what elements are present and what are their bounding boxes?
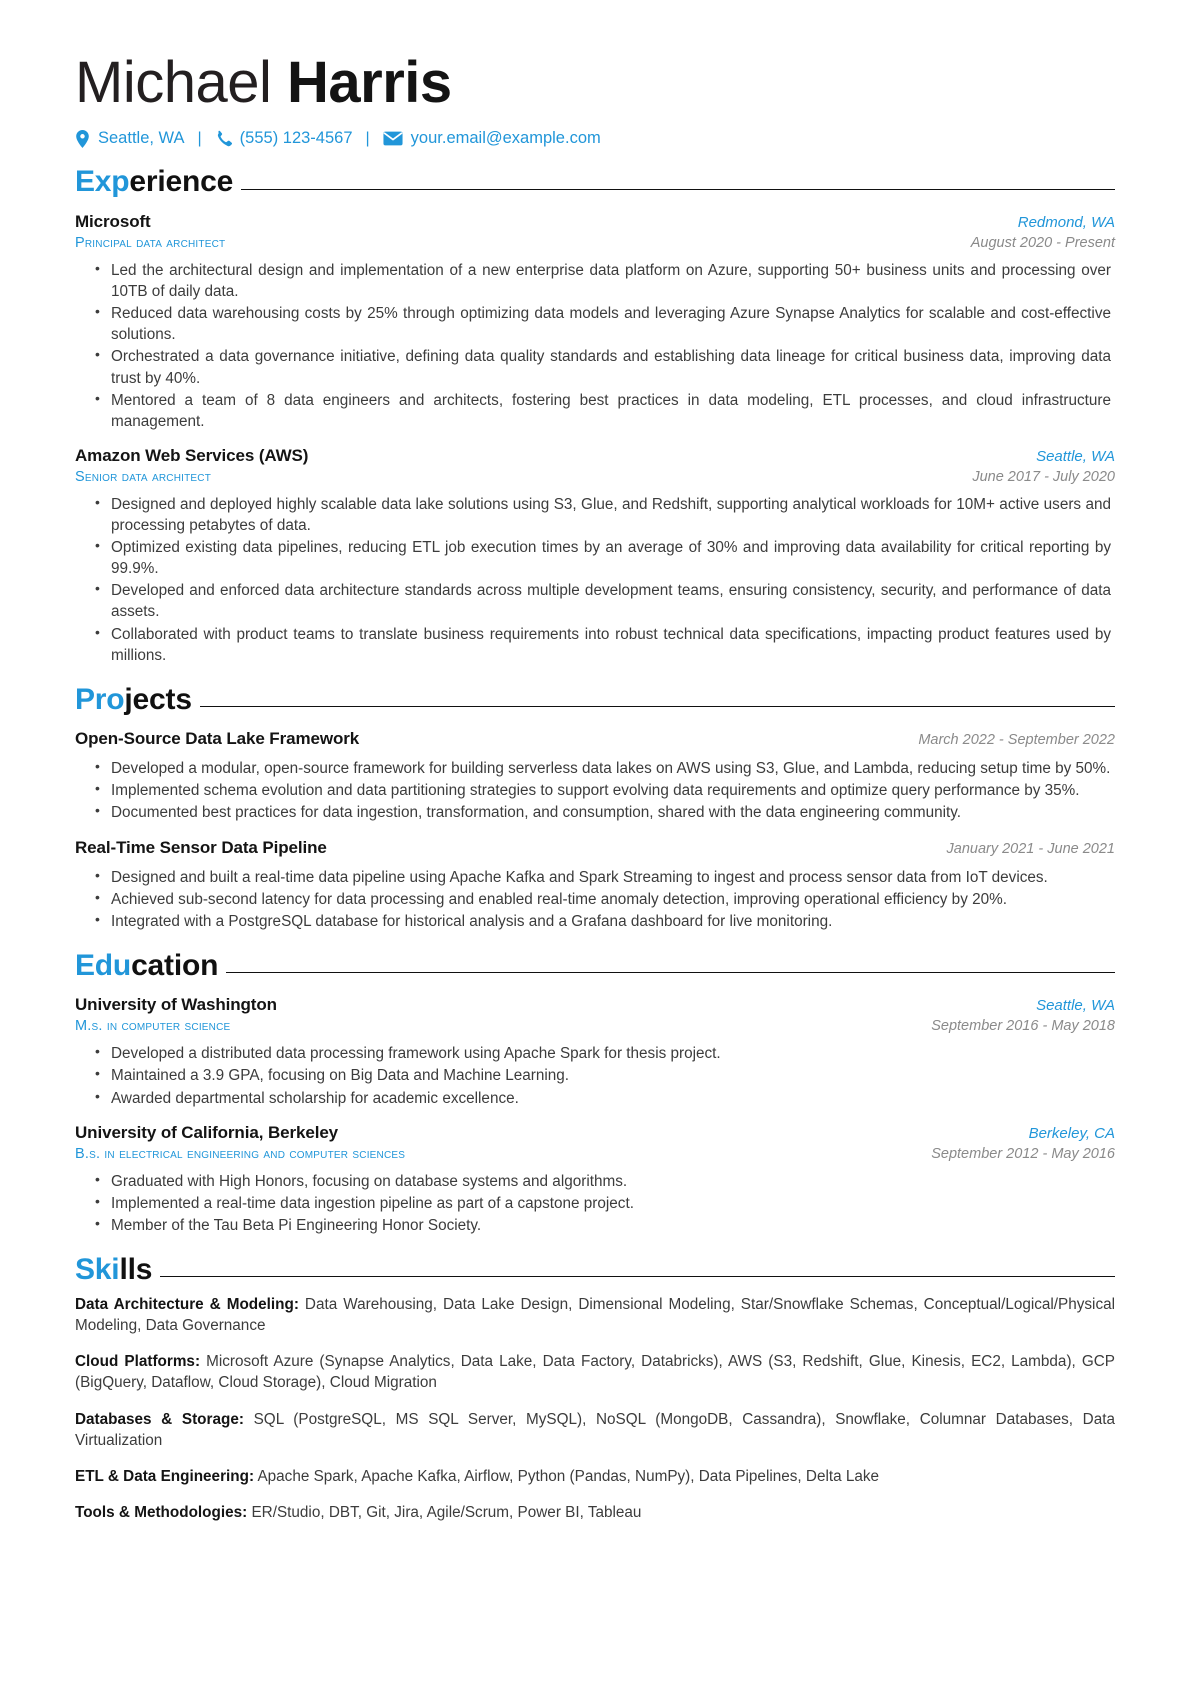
entry-dates: January 2021 - June 2021 — [946, 840, 1115, 857]
contact-bar — [75, 129, 1115, 148]
section-title-rest: erience — [129, 165, 234, 199]
education-entry — [75, 995, 1115, 1108]
skill-line — [75, 1502, 1115, 1523]
list-item: • Developed a modular, open-source framework for building serverless data lakes on AWS using S3, Glue, and Lambda, reducing setup time by 50%. — [111, 758, 1115, 779]
entry-bullets — [75, 758, 1115, 823]
section-heading-education — [75, 950, 1115, 982]
list-item: • Led the architectural design and implementation of a new enterprise data platform on Azure, supporting 50+ business units and processing over 10TB of daily data. — [111, 260, 1115, 302]
skill-line — [75, 1466, 1115, 1487]
list-item: • Documented best practices for data ingestion, transformation, and consumption, shared with the data engineering community. — [111, 802, 1115, 823]
list-item: • Achieved sub-second latency for data processing and enabled real-time anomaly detection, improving operational efficiency by 20%. — [111, 889, 1115, 910]
entry-role: Principal data architect — [75, 234, 226, 251]
skill-category: Tools & Methodologies: — [75, 1504, 248, 1522]
contact-email-text[interactable]: your.email@example.com — [410, 129, 601, 148]
last-name: Harris — [286, 50, 452, 115]
entry-role: M.s. in computer science — [75, 1018, 231, 1035]
entry-bullets — [75, 1043, 1115, 1108]
contact-separator-1: | — [197, 129, 202, 147]
skill-values: SQL (PostgreSQL, MS SQL Server, MySQL), NoSQL (MongoDB, Cassandra), Snowflake, Columnar Databases, Data Virtualization — [75, 1410, 1115, 1449]
skill-line — [75, 1351, 1115, 1393]
section-title-projects — [75, 684, 192, 716]
entry-location: Redmond, WA — [1017, 213, 1115, 231]
experience-entry — [75, 212, 1115, 432]
section-heading-skills — [75, 1254, 1115, 1286]
section-heading-experience — [75, 166, 1115, 198]
section-divider — [241, 189, 1115, 190]
entry-dates: August 2020 - Present — [970, 234, 1115, 251]
skill-values: ER/Studio, DBT, Git, Jira, Agile/Scrum, Power BI, Tableau — [247, 1504, 642, 1522]
entry-organization: University of Washington — [75, 995, 277, 1015]
first-name: Michael — [75, 50, 272, 115]
entry-organization: University of California, Berkeley — [75, 1122, 339, 1142]
list-item: • Graduated with High Honors, focusing on database systems and algorithms. — [111, 1171, 1115, 1192]
skill-values: Microsoft Azure (Synapse Analytics, Data Lake, Data Factory, Databricks), AWS (S3, Redshift, Glue, Kinesis, EC2, Lambda), GCP (BigQuery, Dataflow, Cloud Storage), Cloud Migration — [75, 1353, 1115, 1392]
section-education — [75, 950, 1115, 1236]
skill-values: Data Warehousing, Data Lake Design, Dimensional Modeling, Star/Snowflake Schemas, Conceptual/Logical/Physical Modeling, Data Governance — [75, 1295, 1116, 1334]
entry-organization: Amazon Web Services (AWS) — [75, 445, 309, 465]
contact-separator-2: | — [365, 129, 370, 147]
section-divider — [160, 1276, 1115, 1277]
list-item: • Mentored a team of 8 data engineers and architects, fostering best practices in data modeling, ETL processes, and cloud infrastructure management. — [111, 390, 1115, 432]
section-title-accent: Ski — [75, 1253, 120, 1287]
skill-values: Apache Spark, Apache Kafka, Airflow, Python (Pandas, NumPy), Data Pipelines, Delta Lake — [254, 1468, 880, 1486]
list-item: • Implemented schema evolution and data partitioning strategies to support evolving data requirements and optimize query performance by 35%. — [111, 780, 1115, 801]
envelope-icon — [383, 131, 403, 146]
list-item: • Collaborated with product teams to translate business requirements into robust technical data specifications, impacting product features used by millions. — [111, 624, 1115, 666]
section-divider — [226, 972, 1115, 973]
contact-email — [383, 129, 601, 148]
section-divider — [200, 706, 1115, 707]
entry-location: Seattle, WA — [1036, 997, 1115, 1015]
skill-line — [75, 1409, 1115, 1451]
entry-dates: March 2022 - September 2022 — [918, 732, 1115, 749]
section-title-accent: Pro — [75, 682, 125, 716]
list-item: • Awarded departmental scholarship for academic excellence. — [111, 1088, 1115, 1109]
entry-dates: September 2012 - May 2016 — [931, 1145, 1115, 1162]
page-title — [75, 52, 1115, 113]
section-title-experience — [75, 166, 233, 198]
education-entry — [75, 1123, 1115, 1236]
section-title-rest: lls — [119, 1253, 153, 1287]
list-item: • Designed and deployed highly scalable data lake solutions using S3, Glue, and Redshift, supporting analytical workloads for 10M+ active users and processing petabytes of data. — [111, 494, 1115, 536]
project-entry — [75, 729, 1115, 823]
section-title-accent: Edu — [75, 948, 132, 982]
experience-entry — [75, 446, 1115, 666]
skill-category: Databases & Storage: — [75, 1410, 244, 1428]
list-item: • Implemented a real-time data ingestion pipeline as part of a capstone project. — [111, 1193, 1115, 1214]
list-item: • Developed and enforced data architecture standards across multiple development teams, ensuring consistency, security, and performance of data assets. — [111, 580, 1115, 622]
list-item: • Integrated with a PostgreSQL database for historical analysis and a Grafana dashboard for live monitoring. — [111, 911, 1115, 932]
section-experience — [75, 166, 1115, 665]
section-title-rest: jects — [124, 682, 192, 716]
entry-role: Senior data architect — [75, 468, 212, 485]
list-item: • Orchestrated a data governance initiative, defining data quality standards and establishing data lineage for critical business data, improving data trust by 40%. — [111, 346, 1115, 388]
section-title-skills — [75, 1254, 152, 1286]
section-title-education — [75, 950, 218, 982]
contact-location-text: Seattle, WA — [98, 129, 185, 148]
list-item: • Optimized existing data pipelines, reducing ETL job execution times by an average of 30% and improving data availability for critical reporting by 99.9%. — [111, 537, 1115, 579]
list-item: • Member of the Tau Beta Pi Engineering Honor Society. — [111, 1215, 1115, 1236]
phone-icon — [215, 130, 232, 147]
entry-organization: Open-Source Data Lake Framework — [75, 729, 360, 749]
entry-dates: September 2016 - May 2018 — [931, 1018, 1115, 1035]
list-item: • Reduced data warehousing costs by 25% through optimizing data models and leveraging Azure Synapse Analytics for scalable and cost-effective solutions. — [111, 303, 1115, 345]
skill-category: Data Architecture & Modeling: — [75, 1295, 299, 1313]
section-title-accent: Exp — [75, 165, 130, 199]
entry-location: Berkeley, CA — [1028, 1124, 1115, 1142]
project-entry — [75, 838, 1115, 932]
entry-dates: June 2017 - July 2020 — [972, 468, 1115, 485]
list-item: • Designed and built a real-time data pipeline using Apache Kafka and Spark Streaming to ingest and process sensor data from IoT devices. — [111, 867, 1115, 888]
skill-category: ETL & Data Engineering: — [75, 1468, 255, 1486]
resume-header — [75, 52, 1115, 148]
section-projects — [75, 684, 1115, 932]
map-pin-icon — [75, 130, 90, 148]
entry-role: B.s. in electrical engineering and computer sciences — [75, 1145, 406, 1162]
entry-organization: Real-Time Sensor Data Pipeline — [75, 837, 327, 857]
contact-phone — [215, 129, 353, 148]
contact-phone-text[interactable]: (555) 123-4567 — [239, 129, 353, 148]
section-heading-projects — [75, 684, 1115, 716]
entry-bullets — [75, 867, 1115, 932]
skill-category: Cloud Platforms: — [75, 1353, 201, 1371]
section-title-rest: cation — [131, 948, 219, 982]
entry-location: Seattle, WA — [1036, 447, 1115, 465]
section-skills — [75, 1254, 1115, 1524]
list-item: • Developed a distributed data processing framework using Apache Spark for thesis project. — [111, 1043, 1115, 1064]
skill-line — [75, 1294, 1115, 1336]
entry-bullets — [75, 494, 1115, 666]
entry-bullets — [75, 1171, 1115, 1236]
list-item: • Maintained a 3.9 GPA, focusing on Big Data and Machine Learning. — [111, 1065, 1115, 1086]
entry-organization: Microsoft — [75, 211, 151, 231]
contact-location — [75, 129, 185, 148]
entry-bullets — [75, 260, 1115, 432]
